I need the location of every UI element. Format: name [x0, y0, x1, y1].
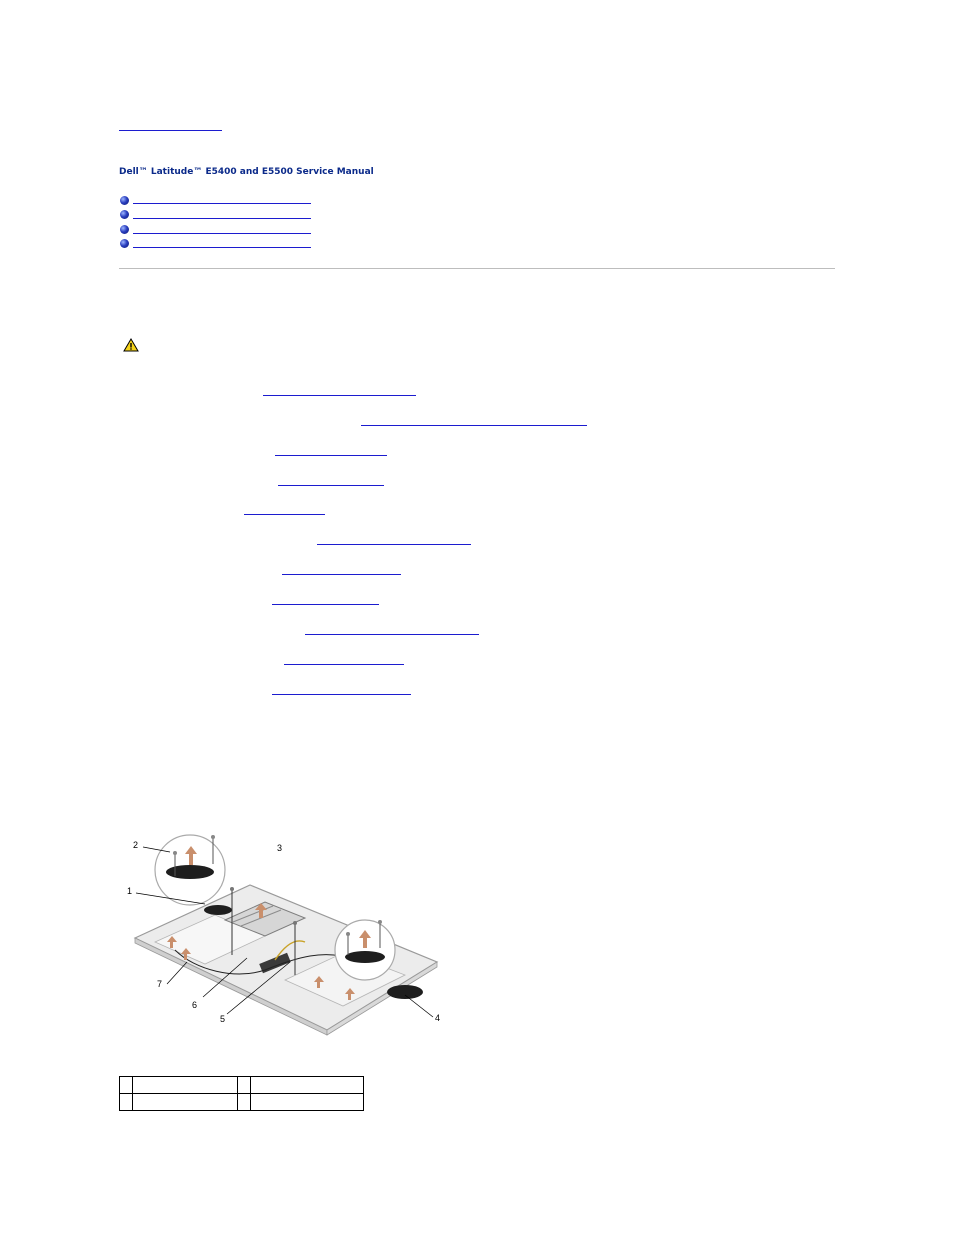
- table-row: [120, 1094, 364, 1111]
- toc-link-3[interactable]: [133, 233, 311, 234]
- toc-link-4[interactable]: [133, 247, 311, 248]
- table-cell: [238, 1077, 251, 1094]
- bullet-icon: [120, 239, 129, 248]
- callout-3: 3: [277, 843, 283, 853]
- toc-link-2[interactable]: [133, 218, 311, 219]
- step-link-5[interactable]: [244, 514, 325, 515]
- table-cell: [133, 1094, 238, 1111]
- step-link-8[interactable]: [272, 604, 379, 605]
- bullet-icon: [120, 210, 129, 219]
- toc-link-1[interactable]: [133, 203, 311, 204]
- step-link-10[interactable]: [284, 664, 404, 665]
- callout-7: 7: [157, 979, 163, 989]
- bullet-icon: [120, 196, 129, 205]
- manual-title: Dell™ Latitude™ E5400 and E5500 Service Manual: [119, 167, 374, 177]
- callout-2: 2: [133, 840, 139, 850]
- table-cell: [120, 1094, 133, 1111]
- callout-6: 6: [192, 1000, 198, 1010]
- caution-icon: [123, 338, 139, 352]
- step-link-1[interactable]: [263, 395, 416, 396]
- callout-4: 4: [435, 1013, 441, 1023]
- palm-rest-diagram: [115, 830, 450, 1065]
- table-cell: [120, 1077, 133, 1094]
- step-link-7[interactable]: [282, 574, 401, 575]
- table-row: [120, 1077, 364, 1094]
- step-link-11[interactable]: [272, 694, 411, 695]
- callout-5: 5: [220, 1014, 226, 1024]
- step-link-3[interactable]: [275, 455, 387, 456]
- table-cell: [238, 1094, 251, 1111]
- step-link-9[interactable]: [305, 634, 479, 635]
- step-link-4[interactable]: [278, 485, 384, 486]
- callout-legend-table: [119, 1076, 364, 1111]
- bullet-icon: [120, 225, 129, 234]
- step-link-2[interactable]: [361, 425, 587, 426]
- step-link-6[interactable]: [317, 544, 471, 545]
- callout-1: 1: [127, 886, 133, 896]
- table-cell: [251, 1094, 364, 1111]
- table-cell: [251, 1077, 364, 1094]
- section-divider: [119, 268, 835, 269]
- back-to-contents-link[interactable]: [119, 130, 222, 131]
- table-cell: [133, 1077, 238, 1094]
- speaker-removal-illustration: [115, 830, 450, 1065]
